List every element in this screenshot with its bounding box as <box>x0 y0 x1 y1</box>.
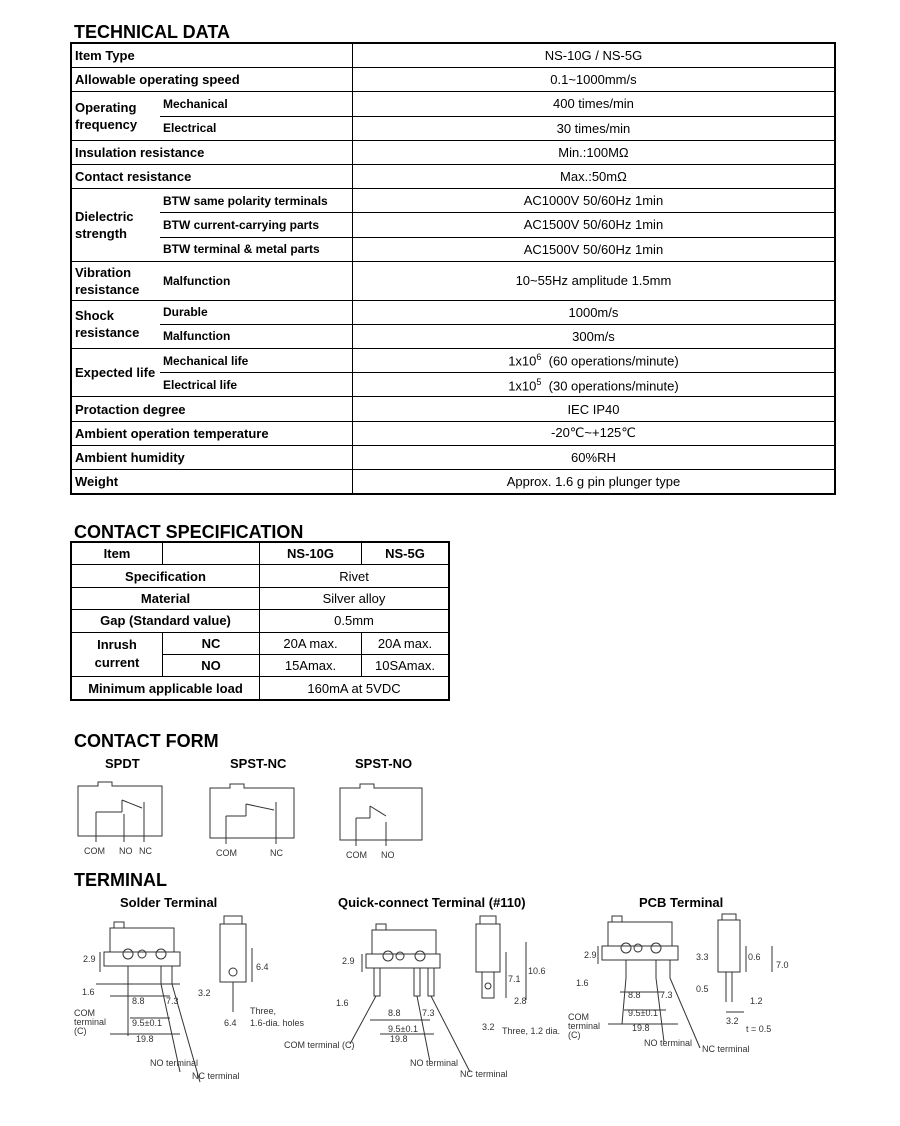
pcb-d70: 7.0 <box>776 960 789 970</box>
weight-value: Approx. 1.6 g pin plunger type <box>506 474 681 490</box>
inrush-nc-ns5g: 20A max. <box>362 632 450 654</box>
spec-header-blank <box>163 542 260 565</box>
dielectric-row-value: AC1500V 50/60Hz 1min <box>352 237 835 261</box>
pcb-t: t = 0.5 <box>746 1024 772 1034</box>
life-elec-base: 1x10 <box>508 378 537 393</box>
spst-no-no: NO <box>381 850 395 860</box>
solder-d16: 1.6 <box>82 987 95 997</box>
spst-nc-label: SPST-NC <box>230 756 287 771</box>
specification-value: Rivet <box>260 565 450 587</box>
speed-label: Allowable operating speed <box>71 68 352 92</box>
quick-d73: 7.3 <box>422 1008 435 1018</box>
frequency-label: Operating frequency <box>71 92 160 140</box>
material-value: Silver alloy <box>260 587 450 609</box>
quick-d88: 8.8 <box>388 1008 401 1018</box>
life-mech-base: 1x10 <box>508 353 537 369</box>
quick-d16: 1.6 <box>336 998 349 1008</box>
dielectric-row-value: AC1500V 50/60Hz 1min <box>352 213 835 237</box>
frequency-mech-label: Mechanical <box>160 92 352 116</box>
frequency-elec-label: Electrical <box>160 116 352 140</box>
quick-com-terminal: COM terminal (C) <box>284 1040 355 1050</box>
shock-malfunction-value: 300m/s <box>352 324 835 348</box>
pcb-d32: 3.2 <box>726 1016 739 1026</box>
terminal-title: TERMINAL <box>74 870 167 890</box>
table-row <box>71 213 835 237</box>
spdt-label: SPDT <box>105 756 140 771</box>
ambient-temp-label: Ambient operation temperature <box>71 421 352 445</box>
life-elec-label: Electrical life <box>160 373 352 397</box>
protection-label: Protaction degree <box>71 397 352 421</box>
solder-d198: 19.8 <box>136 1034 154 1044</box>
pcb-com3: (C) <box>568 1030 581 1040</box>
vibration-sub-label: Malfunction <box>160 261 352 300</box>
pcb-d12: 1.2 <box>750 996 763 1006</box>
quick-d198: 19.8 <box>390 1034 408 1044</box>
pcb-d198: 19.8 <box>632 1023 650 1033</box>
quick-d71: 7.1 <box>508 974 521 984</box>
solder-d95: 9.5±0.1 <box>132 1018 162 1028</box>
table-row <box>71 324 835 348</box>
inrush-nc-label: NC <box>163 632 260 654</box>
contact-resistance-value: Max.:50mΩ <box>352 164 835 188</box>
inrush-no-label: NO <box>163 654 260 676</box>
table-row <box>71 300 835 324</box>
spst-no-label: SPST-NO <box>355 756 413 771</box>
dielectric-row-label: BTW terminal & metal parts <box>160 237 352 261</box>
shock-label: Shock resistance <box>71 300 160 348</box>
table-row <box>71 445 835 469</box>
pcb-d88: 8.8 <box>628 990 641 1000</box>
vibration-label: Vibration resistance <box>71 261 160 300</box>
pcb-d33: 3.3 <box>696 952 709 962</box>
table-row <box>71 542 449 565</box>
table-row <box>71 68 835 92</box>
humidity-label: Ambient humidity <box>71 445 352 469</box>
table-row <box>71 349 835 373</box>
inrush-no-ns10g: 15Amax. <box>260 654 362 676</box>
inrush-no-ns5g: 10SAmax. <box>362 654 450 676</box>
table-row <box>71 116 835 140</box>
pcb-com1: COM <box>568 1012 589 1022</box>
pcb-nc-terminal: NC terminal <box>702 1044 750 1054</box>
dielectric-row-value: AC1000V 50/60Hz 1min <box>352 189 835 213</box>
life-elec-value <box>352 373 835 397</box>
weight-label: Weight <box>71 470 352 495</box>
spst-nc-nc: NC <box>270 848 283 858</box>
table-row <box>71 610 449 632</box>
spdt-no: NO <box>119 846 133 856</box>
contact-spec-table <box>70 541 450 701</box>
solder-holes: Three, <box>250 1006 277 1016</box>
pcb-d29: 2.9 <box>584 950 597 960</box>
ambient-temp-value: -20℃~+125℃ <box>352 421 835 445</box>
solder-d73: 7.3 <box>166 996 179 1006</box>
table-row <box>71 261 835 300</box>
solder-d29: 2.9 <box>83 954 96 964</box>
speed-value: 0.1~1000mm/s <box>352 68 835 92</box>
table-row <box>71 397 835 421</box>
life-label: Expected life <box>71 349 160 397</box>
inrush-label: Inrush current <box>71 632 163 677</box>
contact-form-diagrams <box>70 780 450 862</box>
contact-spec-title: CONTACT SPECIFICATION <box>74 522 304 542</box>
insulation-value: Min.:100MΩ <box>352 140 835 164</box>
table-row <box>71 164 835 188</box>
pcb-com2: terminal <box>568 1021 601 1031</box>
shock-durable-value: 1000m/s <box>352 300 835 324</box>
min-load-label: Minimum applicable load <box>71 677 260 700</box>
life-elec-rest: (30 operations/minute) <box>548 378 679 393</box>
technical-data-title: TECHNICAL DATA <box>74 22 230 42</box>
contact-resistance-label: Contact resistance <box>71 164 352 188</box>
spec-header-ns10g: NS-10G <box>260 542 362 565</box>
frequency-elec-value: 30 times/min <box>352 116 835 140</box>
specification-label: Specification <box>71 565 260 587</box>
spec-header-item: Item <box>71 542 163 565</box>
life-mech-rest: (60 operations/minute) <box>548 353 679 369</box>
table-row <box>71 421 835 445</box>
table-row <box>71 92 835 116</box>
quick-connect-terminal-drawing <box>280 912 580 1084</box>
quick-d32: 3.2 <box>482 1022 495 1032</box>
insulation-label: Insulation resistance <box>71 140 352 164</box>
quick-no-terminal: NO terminal <box>410 1058 459 1068</box>
solder-com2: terminal <box>74 1017 107 1027</box>
life-elec-exp: 5 <box>536 376 542 387</box>
technical-data-table <box>70 42 836 495</box>
item-type-label: Item Type <box>71 43 352 68</box>
quick-d29: 2.9 <box>342 956 355 966</box>
min-load-value: 160mA at 5VDC <box>260 677 450 700</box>
material-label: Material <box>71 587 260 609</box>
table-row <box>71 677 449 700</box>
dielectric-label: Dielectric strength <box>71 189 160 262</box>
spst-no-com: COM <box>346 850 367 860</box>
pcb-terminal-label: PCB Terminal <box>639 895 724 910</box>
table-row <box>71 373 835 397</box>
quick-d28: 2.8 <box>514 996 527 1006</box>
solder-terminal-label: Solder Terminal <box>120 895 218 910</box>
solder-nc-terminal: NC terminal <box>192 1071 240 1081</box>
frequency-mech-value: 400 times/min <box>352 92 835 116</box>
quick-nc-terminal: NC terminal <box>460 1069 508 1079</box>
humidity-value: 60%RH <box>352 445 835 469</box>
gap-label: Gap (Standard value) <box>71 610 260 632</box>
solder-d64a: 6.4 <box>256 962 269 972</box>
table-row <box>71 587 449 609</box>
item-type-value: NS-10G / NS-5G <box>352 43 835 68</box>
solder-com1: COM <box>74 1008 95 1018</box>
pcb-d05: 0.5 <box>696 984 709 994</box>
table-row <box>71 43 835 68</box>
shock-malfunction-label: Malfunction <box>160 324 352 348</box>
solder-com3: (C) <box>74 1026 87 1036</box>
gap-value: 0.5mm <box>260 610 450 632</box>
life-mech-value <box>352 349 835 373</box>
solder-holes2: 1.6-dia. holes <box>250 1018 305 1028</box>
dielectric-row-label: BTW current-carrying parts <box>160 213 352 237</box>
quick-holes: Three, 1.2 dia. <box>502 1026 561 1036</box>
solder-d88: 8.8 <box>132 996 145 1006</box>
table-row <box>71 189 835 213</box>
shock-durable-label: Durable <box>160 300 352 324</box>
pcb-terminal-drawing <box>560 912 800 1084</box>
solder-no-terminal: NO terminal <box>150 1058 199 1068</box>
solder-d64b: 6.4 <box>224 1018 237 1028</box>
table-row <box>71 237 835 261</box>
protection-value: IEC IP40 <box>352 397 835 421</box>
vibration-value: 10~55Hz amplitude 1.5mm <box>352 261 835 300</box>
spdt-nc: NC <box>139 846 152 856</box>
pcb-d16: 1.6 <box>576 978 589 988</box>
pcb-no-terminal: NO terminal <box>644 1038 693 1048</box>
table-row <box>71 632 449 654</box>
spst-nc-com: COM <box>216 848 237 858</box>
spec-header-ns5g: NS-5G <box>362 542 450 565</box>
table-row <box>71 565 449 587</box>
contact-form-title: CONTACT FORM <box>74 731 219 751</box>
quick-d106: 10.6 <box>528 966 546 976</box>
spdt-com: COM <box>84 846 105 856</box>
quick-terminal-label: Quick-connect Terminal (#110) <box>338 895 526 910</box>
solder-d32: 3.2 <box>198 988 211 998</box>
life-mech-exp: 6 <box>536 352 542 363</box>
pcb-d73: 7.3 <box>660 990 673 1000</box>
table-row <box>71 470 835 495</box>
life-mech-label: Mechanical life <box>160 349 352 373</box>
table-row <box>71 140 835 164</box>
inrush-nc-ns10g: 20A max. <box>260 632 362 654</box>
dielectric-row-label: BTW same polarity terminals <box>160 189 352 213</box>
pcb-d95: 9.5±0.1 <box>628 1008 658 1018</box>
pcb-d06: 0.6 <box>748 952 761 962</box>
quick-d95: 9.5±0.1 <box>388 1024 418 1034</box>
